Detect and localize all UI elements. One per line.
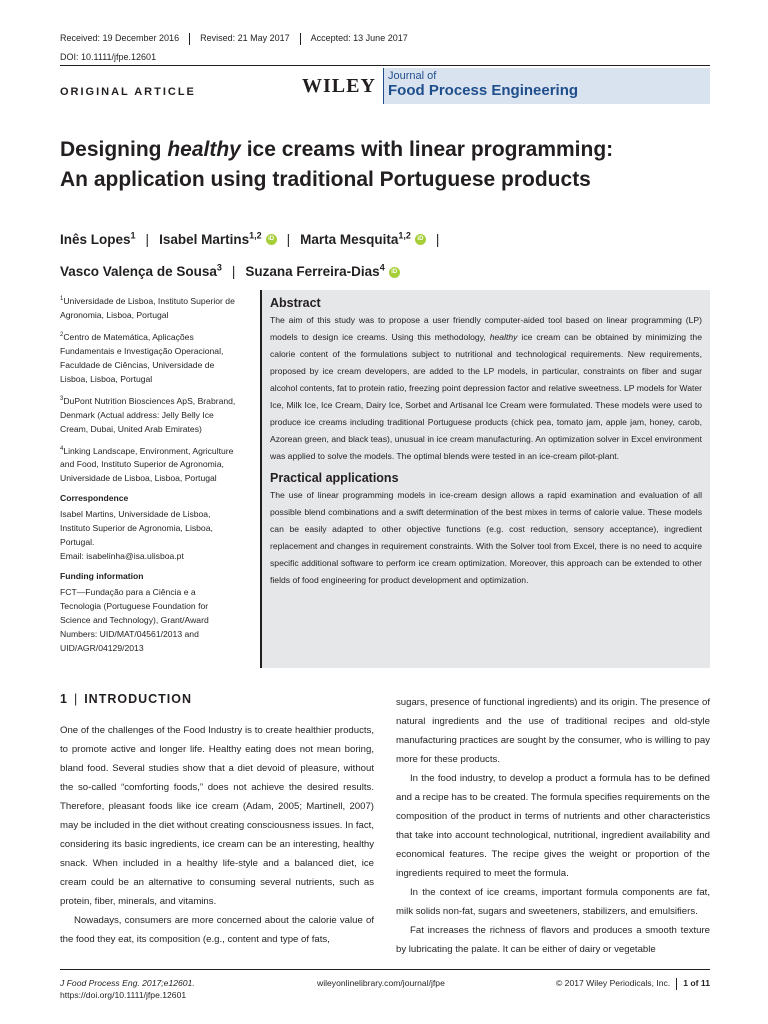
affiliation: $^1$Universidade de Lisboa, Instituto Superior de Agronomia, Lisboa, Portugal (60, 295, 235, 320)
footer-citation (60, 977, 195, 1001)
journal-site-link[interactable]: wileyonlinelibrary.com/journal/jfpe (317, 978, 445, 988)
author[interactable]: Marta Mesquita$^{1,2}$ (300, 230, 411, 247)
journal-banner (383, 68, 710, 104)
footer-right (556, 977, 710, 990)
revised-date: Revised: 21 May 2017 (200, 33, 290, 44)
body-left-column (60, 690, 374, 949)
author-list (60, 221, 449, 286)
footer-rule (60, 969, 710, 970)
affiliation: $^3$DuPont Nutrition Biosciences ApS, Brabrand, Denmark (Actual address: Jelly Belly Ice Cream, Dubai, United Arab Emirates) (60, 395, 236, 434)
practical-text: The use of linear programming models in ice-cream design allows a rapid examination and evaluation of all possible blend combinations and a swift determination of the best mixes in terms of calorie value. These models can be easily adapted to other objective functions (e.g. cost reduction, sensory acceptance), ingredient replacement and changes in requirement constraints. With the Solver tool from Excel, there is no need to acquire specific additional software to perform ice cream optimization. Moreover, this approach can be extended to other fields of food engineering for product development and optimization. (270, 490, 702, 585)
publication-dates (60, 33, 408, 45)
journal-prefix: Journal of (388, 70, 437, 82)
body-right-column (396, 693, 710, 959)
divider (189, 33, 190, 45)
correspondence-email[interactable]: Email: isabelinha@isa.ulisboa.pt (60, 551, 184, 562)
author[interactable]: Suzana Ferreira-Dias$^4$ (245, 262, 385, 279)
abstract-box (260, 290, 710, 668)
received-date: Received: 19 December 2016 (60, 33, 180, 44)
abstract-text: The aim of this study was to propose a user friendly computer-aided tool based on linear programming (LP) models to design ice creams. Using this methodology, healthy ice cream can be obtained by minimizing the calorie content of the formulations subject to nutritional and technological requirements. New requirements, proposed by ice cream developers, are added to the LP models, in particular, constraints on fiber and sugar alcohol contents, fat to protein ratio, freezing point depression factor and relative sweetness. LP models for Water Ice, Milk Ice, Ice Cream, Dairy Ice, Sorbet and Artisanal Ice Cream were formulated. These models were used to produce ice creams including traditional Portuguese products (chick pea, tomato jam, apple jam, honey, carob, Azorean green, and black teas), unusual in ice cream manufacturing. An optimization solver in Excel environment was applied to solve the models. The optimal blends were tested in an ice-cream pilot-plant. (270, 315, 702, 461)
copyright: © 2017 Wiley Periodicals, Inc. (555, 978, 671, 988)
funding-text: FCT—Fundação para a Ciência e a Tecnologia (Portuguese Foundation for Science and Technology), Grant/Award Numbers: UID/MAT/04561/2013 and UID/AGR/04129/2013 (60, 587, 209, 654)
author[interactable]: Vasco Valença de Sousa$^3$ (60, 262, 222, 279)
article-info-column (60, 292, 238, 661)
article-type: ORIGINAL ARTICLE (60, 86, 196, 98)
divider: | (435, 231, 440, 247)
divider: | (231, 264, 236, 279)
paragraph: One of the challenges of the Food Industry is to create healthier products, to promote active and longer life. Healthy eating does not mean boring, bland food. Several studies show that a diet devoid of pleasure, without the so-called “comforting foods,” does not achieve the desired results. Therefore, pleasant foods like ice cream (Adam, 2005; Martinell, 2007) may be included in the diet without creating consciousness issues. In fact, considering its basic ingredients, ice cream can be an interesting, healthy snack. When included in a healthy life-style and a balanced diet, ice cream could be an alternative to consuming several nutrients, such as protein, fiber, minerals, and vitamins. (60, 725, 374, 907)
citation: J Food Process Eng. 2017;e12601. (60, 978, 195, 988)
author[interactable]: Inês Lopes$^1$ (60, 230, 136, 247)
divider: | (73, 692, 79, 706)
orcid-icon[interactable]: iD (266, 234, 277, 245)
header-rule (60, 65, 710, 66)
affiliation: $^4$Linking Landscape, Environment, Agriculture and Food, Instituto Superior de Agronomia, Universidade de Lisboa, Lisboa, Portugal (60, 445, 234, 484)
title-line-2: An application using traditional Portuguese products (60, 168, 591, 191)
correspondence-text: Isabel Martins, Universidade de Lisboa, Instituto Superior de Agronomia, Lisboa, Portugal. Email: isabelinha@isa.ulisboa.pt (60, 509, 213, 562)
page-number: 1 of 11 (683, 978, 710, 988)
title-italic: healthy (167, 138, 241, 161)
author[interactable]: Isabel Martins$^{1,2}$ (159, 230, 262, 247)
correspondence-heading: Correspondence (60, 493, 129, 504)
divider (300, 33, 301, 45)
publisher-logo: WILEY (302, 75, 376, 97)
divider: | (145, 231, 150, 247)
abstract-heading: Abstract (270, 296, 321, 310)
divider: | (286, 231, 291, 247)
orcid-icon[interactable]: iD (415, 234, 426, 245)
paragraph: sugars, presence of functional ingredients) and its origin. The presence of natural ingredients and the use of traditional recipes and old-style manufacturing practices are sought by the consumer, who is willing to pay more for these products. (396, 697, 710, 765)
affiliation: $^2$Centro de Matemática, Aplicações Fundamentais e Investigação Operacional, Faculdade de Ciências, Universidade de Lisboa, Lisboa, Portugal (60, 331, 224, 384)
practical-heading: Practical applications (270, 471, 399, 485)
section-heading: 1 | INTRODUCTION (60, 690, 374, 709)
doi[interactable]: DOI: 10.1111/jfpe.12601 (60, 52, 157, 62)
paragraph: In the context of ice creams, important formula components are fat, milk solids non-fat, sugars and sweeteners, stabilizers, and emulsifiers. (396, 887, 710, 917)
orcid-icon[interactable]: iD (389, 267, 400, 278)
title-part: Designing (60, 138, 168, 161)
paragraph: In the food industry, to develop a product a formula has to be defined and a recipe has to be created. The formula specifies requirements on the composition of the product in terms of nutrients and other characteristics that take into account technological, nutritional, ingredient availability and economical features. The recipe gives the weight or proportion of the ingredients required to meet the formula. (396, 773, 710, 879)
accepted-date: Accepted: 13 June 2017 (310, 33, 408, 44)
paper-title (60, 135, 710, 195)
funding-heading: Funding information (60, 571, 144, 582)
journal-name: Food Process Engineering (388, 82, 579, 99)
divider (676, 978, 677, 990)
doi-link[interactable]: https://doi.org/10.1111/jfpe.12601 (60, 990, 187, 1000)
paragraph: Fat increases the richness of flavors and produces a smooth texture by lubricating the palate. It can be either of dairy or vegetable (396, 925, 710, 955)
title-part: ice creams with linear programming: (240, 138, 614, 161)
paragraph: Nowadays, consumers are more concerned about the calorie value of the food they eat, its composition (e.g., content and type of fats, (60, 915, 374, 945)
